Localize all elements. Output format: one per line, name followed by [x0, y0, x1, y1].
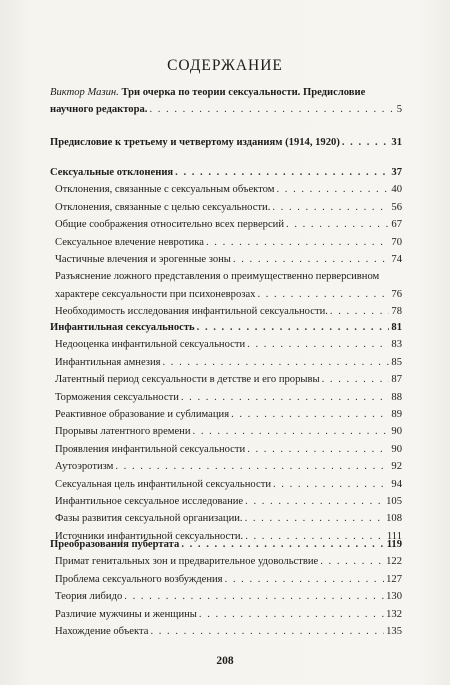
- toc-entry: Прорывы латентного времени . . . 90: [50, 423, 402, 440]
- dot-leader: [197, 319, 390, 336]
- intro-title-line1: Три очерка по теории сексуальности. Предисловие: [121, 87, 366, 98]
- toc-heading: Инфантильная сексуальность . . . 81: [50, 319, 402, 336]
- toc-section-3: [50, 536, 402, 640]
- dot-leader: [247, 336, 389, 353]
- toc-entry: Различие мужчины и женщины . . . 132: [50, 606, 402, 623]
- dot-leader: [225, 571, 385, 588]
- dot-leader: [124, 588, 384, 605]
- dot-leader: [231, 406, 389, 423]
- intro-second-line: [50, 101, 402, 118]
- dot-leader: [273, 476, 389, 493]
- dot-leader: [150, 623, 384, 640]
- toc-entry: Частичные влечения и эрогенные зоны . . . 74: [50, 251, 402, 268]
- toc-entry: Проявления инфантильной сексуальности . . . 90: [50, 441, 402, 458]
- toc-heading: [50, 134, 402, 151]
- toc-entry: Латентный период сексуальности в детстве и его прорывы . . . 87: [50, 371, 402, 388]
- toc-entry: Торможения сексуальности . . . 88: [50, 389, 402, 406]
- toc-entry: Аутоэротизм . . . 92: [50, 458, 402, 475]
- dot-leader: [193, 423, 390, 440]
- toc-entry: Источники инфантильной сексуальности. . . . 111: [50, 528, 402, 545]
- page-number: 208: [216, 655, 234, 667]
- toc-section-1: [50, 164, 402, 321]
- dot-leader: [342, 134, 390, 151]
- toc-entry: Общие соображения относительно всех перверсий . . . 67: [50, 216, 402, 233]
- toc-entry: Инфантильное сексуальное исследование . . . 105: [50, 493, 402, 510]
- intro-page: 5: [396, 104, 402, 115]
- toc-heading: Преобразования пубертата . . . 119: [50, 536, 402, 553]
- toc-entry: Реактивное образование и сублимация . . . 89: [50, 406, 402, 423]
- toc-entry: Сексуальная цель инфантильной сексуальности . . . 94: [50, 476, 402, 493]
- toc-entry: Теория либидо . . . 130: [50, 588, 402, 605]
- toc-intro: [50, 84, 402, 118]
- toc-entry: Сексуальное влечение невротика . . . 70: [50, 234, 402, 251]
- dot-leader: [115, 458, 389, 475]
- preface-page: 31: [391, 137, 402, 148]
- dot-leader: [181, 389, 390, 406]
- dot-leader: [272, 199, 389, 216]
- toc-entry: Разъяснение ложного представления о преимущественно перверсивном: [55, 271, 380, 283]
- toc-entry: Инфантильная амнезия . . . 85: [50, 354, 402, 371]
- dot-leader: [181, 536, 384, 553]
- toc-entry: Нахождение объекта . . . 135: [50, 623, 402, 640]
- toc-entry: Недооценка инфантильной сексуальности . . . 83: [50, 336, 402, 353]
- toc-entry: Проблема сексуального возбуждения . . . 127: [50, 571, 402, 588]
- toc-entry: Отклонения, связанные с сексуальным объектом . . . 40: [50, 181, 402, 198]
- toc-entry: Отклонения, связанные с целью сексуальности. . . . 56: [50, 199, 402, 216]
- page-title: СОДЕРЖАНИЕ: [167, 57, 283, 74]
- dot-leader: [149, 101, 394, 118]
- intro-title-line2: научного редактора.: [50, 104, 148, 115]
- dot-leader: [322, 371, 390, 388]
- toc-heading: Сексуальные отклонения . . . 37: [50, 164, 402, 181]
- dot-leader: [276, 181, 389, 198]
- intro-first-line: [50, 84, 402, 101]
- toc-entry: Примат генитальных зон и предварительное удовольствие . . . 122: [50, 553, 402, 570]
- dot-leader: [233, 251, 389, 268]
- dot-leader: [163, 354, 390, 371]
- toc-section-2: [50, 319, 402, 545]
- preface-label: Предисловие к третьему и четвертому изданиям (1914, 1920): [50, 137, 340, 148]
- toc-preface: [50, 134, 402, 151]
- dot-leader: [199, 606, 384, 623]
- dot-leader: [247, 441, 389, 458]
- dot-leader: [206, 234, 389, 251]
- dot-leader: [175, 164, 389, 181]
- intro-author: Виктор Мазин.: [50, 87, 119, 98]
- toc-entry: Необходимость исследования инфантильной сексуальности. . . . 78: [50, 303, 402, 320]
- dot-leader: [286, 216, 389, 233]
- toc-entry: Фазы развития сексуальной организации. . . . 108: [50, 510, 402, 527]
- toc-entry: характере сексуальности при психоневрозах . . . 76: [50, 286, 402, 303]
- dot-leader: [320, 553, 384, 570]
- dot-leader: [257, 286, 389, 303]
- dot-leader: [245, 510, 385, 527]
- dot-leader: [245, 493, 384, 510]
